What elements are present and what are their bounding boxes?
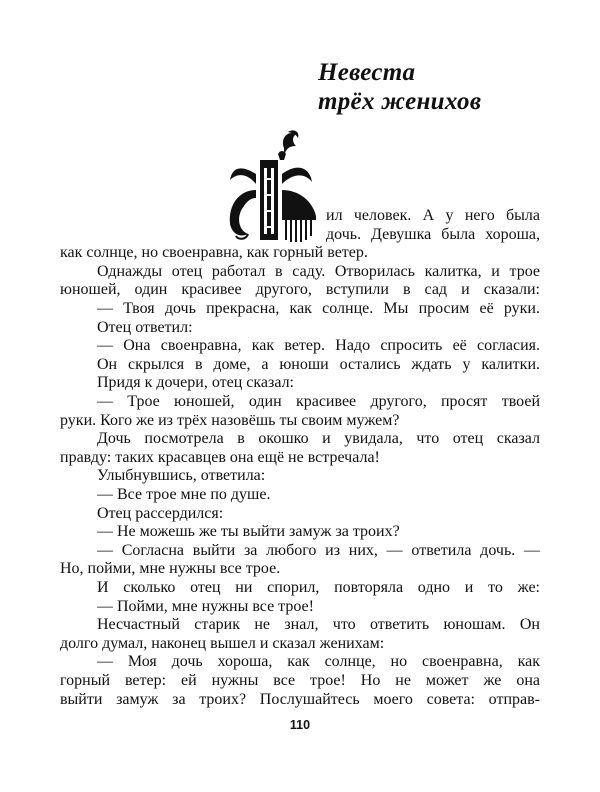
text-line: ил человек. А у него была: [326, 207, 540, 224]
text-line: Отец ответил:: [97, 318, 193, 336]
title-line-2: трёх женихов: [318, 88, 482, 115]
title-line-1: Невеста: [318, 59, 416, 86]
text-line: — Все трое мне по душе.: [97, 486, 271, 503]
text-line: Несчастный старик не знал, что ответить юношам. Он: [97, 616, 540, 634]
text-line: долго думал, наконец вышел и сказал женихам:: [60, 634, 385, 652]
text-line: как солнце, но своенравна, как горный ветер.: [60, 244, 368, 262]
text-line: — Трое юношей, один красивее другого, просят твоей: [97, 393, 540, 410]
text-line: юношей, один красивее другого, вступили в сад и сказали:: [60, 281, 540, 299]
page-number: 110: [289, 718, 311, 732]
text-line: — Пойми, мне нужны все трое!: [97, 597, 314, 615]
text-line: горный ветер: ей нужны все трое! Но не может же она: [60, 672, 540, 689]
text-line: Он скрылся в доме, а юноши остались ждать у калитки.: [97, 355, 540, 373]
text-line: выйти замуж за троих? Послушайтесь моего совета: отправ-: [60, 690, 540, 708]
text-line: Улыбнувшись, ответила:: [97, 467, 266, 485]
text-line: — Она своенравна, как ветер. Надо спросить её согласия.: [97, 337, 540, 355]
text-line: — Моя дочь хороша, как солнце, но своенравна, как: [97, 653, 540, 671]
text-line: — Твоя дочь прекрасна, как солнце. Мы просим её руки.: [97, 300, 540, 317]
decorative-drop-cap-zhe: [222, 128, 320, 246]
text-line: — Согласна выйти за любого из них, — ответила дочь. —: [97, 541, 540, 559]
story-title: [318, 58, 481, 116]
text-line: И сколько отец ни спорил, повторяла одно и то же:: [97, 579, 540, 596]
text-line: руки. Кого же из трёх назовёшь ты своим мужем?: [60, 411, 400, 429]
text-line: Придя к дочери, отец сказал:: [97, 374, 294, 392]
text-line: дочь. Девушка была хороша,: [326, 225, 540, 243]
text-line: правду: таких красавцев она ещё не встречала!: [60, 448, 380, 466]
text-line: Но, пойми, мне нужны все трое.: [60, 560, 281, 578]
text-line: Дочь посмотрела в окошко и увидала, что отец сказал: [97, 430, 540, 448]
text-line: Отец рассердился:: [97, 504, 224, 522]
text-line: — Не можешь же ты выйти замуж за троих?: [97, 523, 400, 541]
text-line: Однажды отец работал в саду. Отворилась калитка, и трое: [97, 262, 540, 280]
